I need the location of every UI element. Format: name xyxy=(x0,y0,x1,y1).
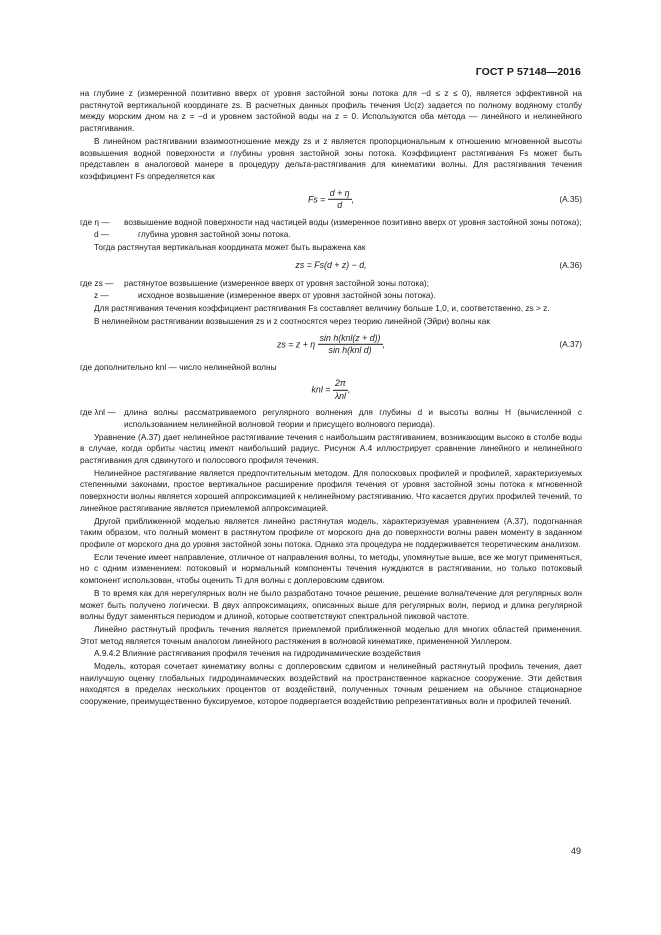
page-content xyxy=(80,88,582,709)
fraction xyxy=(333,378,351,402)
definition-item xyxy=(80,290,582,302)
formula-knl xyxy=(80,376,582,404)
fraction xyxy=(328,187,355,211)
paragraph: где дополнительно knl — число нелинейной волны xyxy=(80,361,277,372)
definition-term: где zs — xyxy=(80,277,114,288)
definition-text: длина волны рассматриваемого регулярного волнения для глубины d и высоты волны H (вычисленной с использованием нелинейной волновой теории и присущего волнового периода). xyxy=(124,407,582,429)
definition-text: глубина уровня застойной зоны потока. xyxy=(138,229,291,240)
definition-text: исходное возвышение (измеренное вверх от уровня застойной зоны потока). xyxy=(138,290,436,301)
fraction-numerator: sin h(knl(z + d)) xyxy=(318,332,383,345)
page-number: 49 xyxy=(570,846,581,856)
fraction-numerator: d + η xyxy=(328,187,352,200)
fraction-denominator: λnl xyxy=(334,390,346,401)
formula-lhs: knl = xyxy=(311,384,331,395)
formula-tail: , xyxy=(348,384,351,395)
paragraph: Уравнение (А.37) дает нелинейное растягивание течения с наибольшим растягиванием, возникающим высоко в столбе воды в случае, когда орбиты частиц имеют наибольший радиус. Рисунок А.4 иллюстрирует сравнение линейного и нелинейного растягивания для сдвинутого и полосового профиля течения. xyxy=(80,431,582,466)
formula-lhs: zs = z + η xyxy=(277,338,316,349)
definition-text: растянутое возвышение (измеренное вверх от уровня застойной зоны потока); xyxy=(124,277,429,288)
equation-number: (А.37) xyxy=(559,338,582,349)
definition-term: z — xyxy=(94,290,109,301)
fraction-numerator: 2π xyxy=(333,378,348,391)
formula-expression: zs = Fs(d + z) − d, xyxy=(295,259,367,270)
definition-item xyxy=(80,407,582,430)
paragraph: Линейно растянутый профиль течения является приемлемой приближенной моделью для многих областей применения. Этот метод является точным аналогом линейного растяжения в волновой кинематике, примененной Уиллером. xyxy=(80,623,582,646)
definition-item xyxy=(80,278,582,290)
document-id: ГОСТ Р 57148—2016 xyxy=(475,66,581,78)
paragraph: Если течение имеет направление, отличное от направления волны, то методы, упомянутые выше, все же могут применяться, но с одним изменением: потоковый и нормальный компоненты течения нуждаются в растягивании, но только потоковый компонент использован, чтобы оценить Ti для волны с доплеровским сдвигом. xyxy=(80,551,582,586)
paragraph: Модель, которая сочетает кинематику волны с доплеровским сдвигом и нелинейный растянутый профиль течения, дает наилучшую оценку глобальных гидродинамических воздействий на пространственное каркасное сооружение. Эти действия находятся в пределах нескольких процентов от воздействий, полученных точным решением на обычное стационарное сооружение, преимущественно буксируемое, которое подвергается воздействию репрезентативных волн и профилей течений. xyxy=(80,661,582,707)
definition-text: возвышение водной поверхности над частицей воды (измеренное позитивно вверх от уровня застойной зоны потока); xyxy=(124,216,582,227)
formula-tail: , xyxy=(351,193,355,204)
formula-a36 xyxy=(80,257,582,275)
formula-a35 xyxy=(80,186,582,214)
definition-term: где η — xyxy=(80,216,110,227)
paragraph: Тогда растянутая вертикальная координата может быть выражена как xyxy=(94,242,366,253)
paragraph: В то время как для нерегулярных волн не было разработано точное решение, решение волна/течение для регулярных волн может быть получено логически. В двух аппроксимациях, описанных выше для регулярных волн, период и длина регулярной волны будут заменяться периодом и длиной, которые соответствуют спектральной пиковой частоте. xyxy=(80,587,582,622)
paragraph: В нелинейном растягивании возвышения zs и z соотносятся через теорию линейной (Эйри) волны как xyxy=(94,315,490,326)
formula-lhs: Fs = xyxy=(307,193,326,204)
formula-tail: , xyxy=(382,338,385,349)
paragraph: В линейном растягивании взаимоотношение между zs и z является пропорциональным к отношению мгновенной высоты возвышения водной поверхности и глубины уровня застойной зоны потока. Коэффициент растягивания Fs может быть представлен в аналоговой манере в процедуру дельта-растягивания для кинематики волны. Для растягивания течения коэффициент Fs определяется как xyxy=(80,135,582,181)
fraction xyxy=(318,332,383,356)
definition-term: d — xyxy=(94,229,110,240)
definition-term: где λnl — xyxy=(80,407,116,418)
paragraph: Нелинейное растягивание является предпочтительным методом. Для полосковых профилей и профилей, характеризуемых степенными законами, простое вертикальное расширение профиля течения от уровня застойной зоны потока к мгновенной поверхности волны является хорошей аппроксимацией к нелинейному растягиванию. Что касается других профилей течений, то линейное растягивание является приемлемой аппроксимацией. xyxy=(80,467,582,513)
definition-item xyxy=(80,229,582,241)
definition-item xyxy=(80,217,582,229)
equation-number: (А.35) xyxy=(559,193,582,204)
paragraph: на глубине z (измеренной позитивно вверх от уровня застойной зоны потока для −d ≤ z ≤ 0), является эффективной на растянутой вертикальной координате zs. В расчетных данных профиль течения Uc(z) задается по полному водяному столбу между морским дном на z = −d и уровнем застойной воды на z = 0. Используются оба метода — линейного и нелинейного растягивания. xyxy=(80,88,582,134)
paragraph: Для растягивания течения коэффициент растягивания Fs составляет величину больше 1,0, и, соответственно, zs > z. xyxy=(94,303,550,314)
fraction-denominator: d xyxy=(337,200,343,211)
section-heading: А.9.4.2 Влияние растягивания профиля течения на гидродинамические воздействия xyxy=(94,648,421,659)
formula-a37 xyxy=(80,331,582,359)
equation-number: (А.36) xyxy=(559,259,582,270)
fraction-denominator: sin h(knl d) xyxy=(328,345,372,356)
paragraph: Другой приближенной моделью является линейно растянутая модель, характеризуемая уравнением (А.37), подогнанная таким образом, что полный момент в растянутом профиле от морского дна до поверхности волны равен моменту в заданном профиле от морского дна до уровня застойной зоны потока. Однако эта процедура не поддерживается теоретическим анализом. xyxy=(80,515,582,549)
